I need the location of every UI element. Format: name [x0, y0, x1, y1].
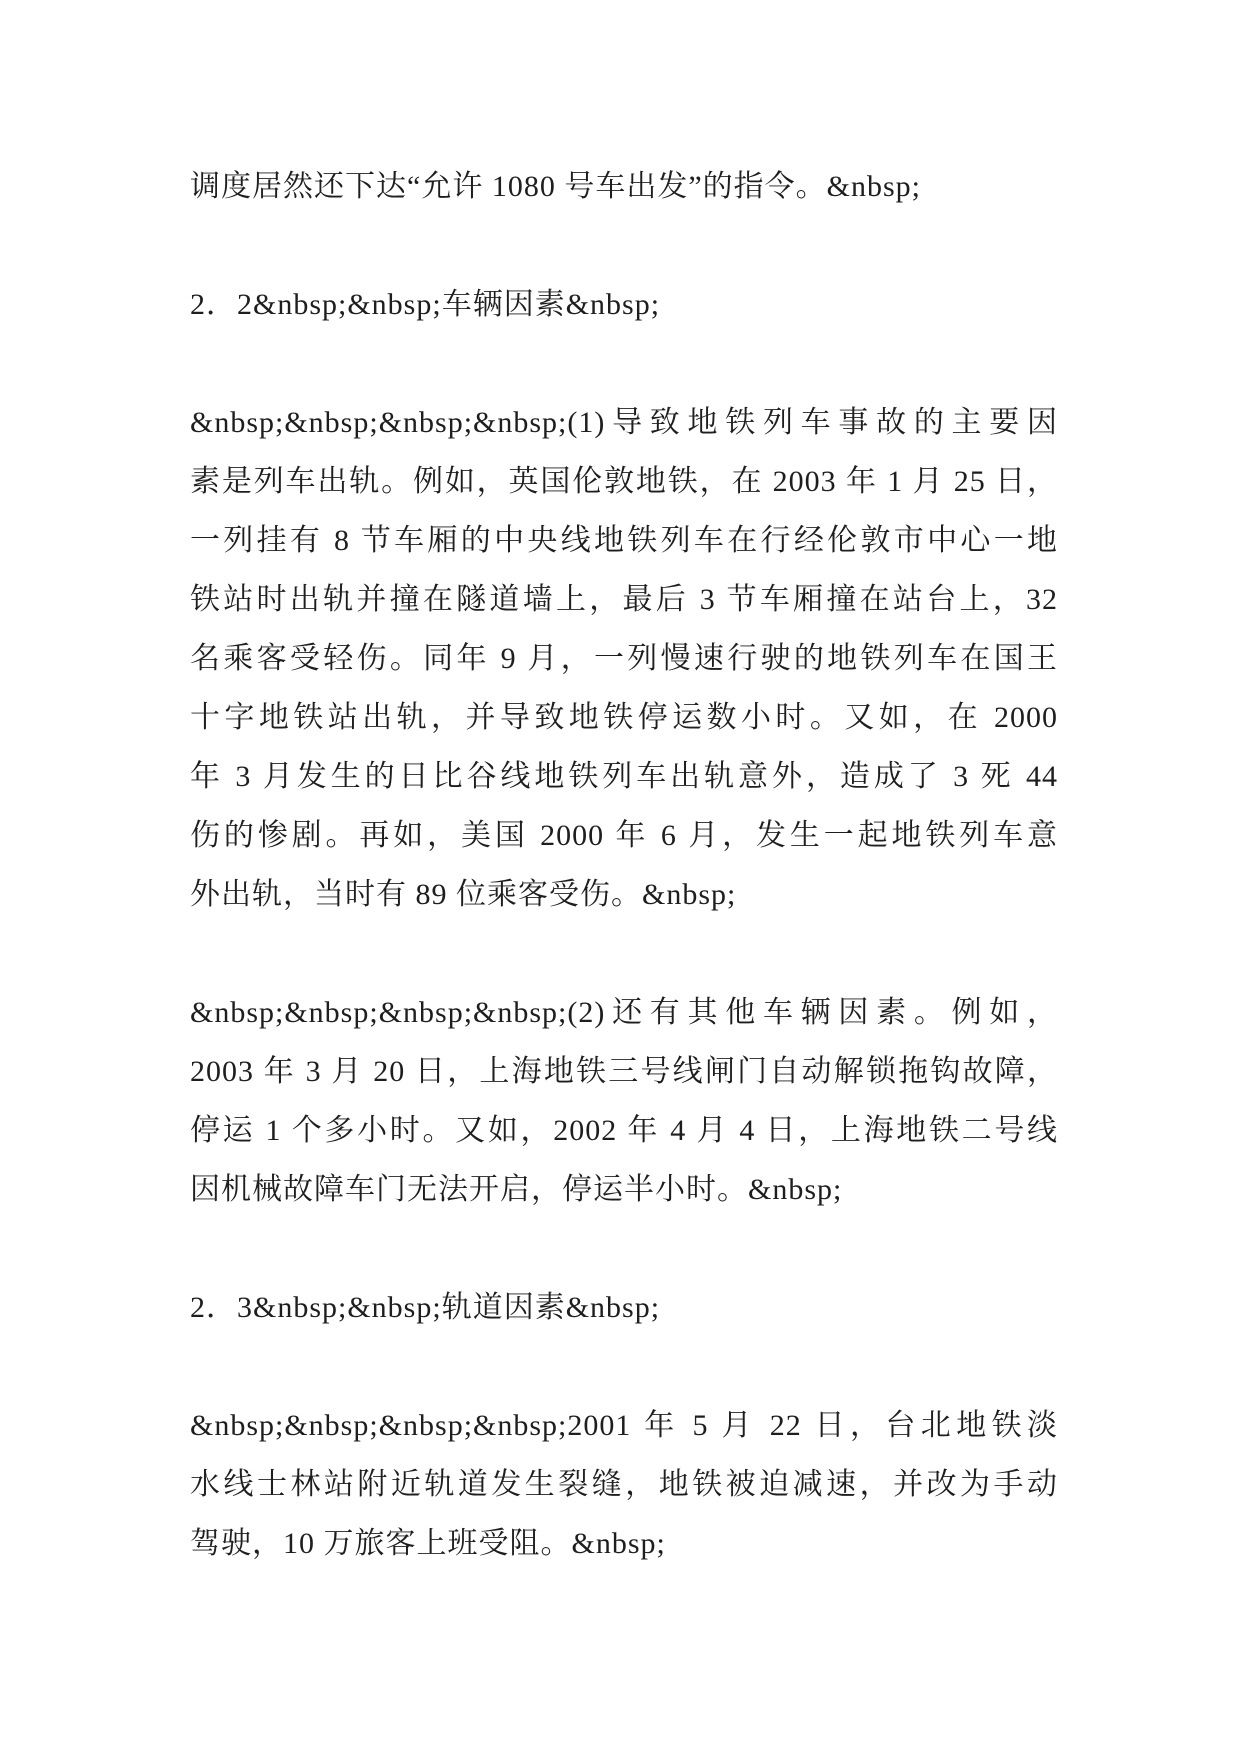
- section-heading: 2．3&nbsp;&nbsp;轨道因素&nbsp;: [190, 1291, 661, 1324]
- section-heading: 2．2&nbsp;&nbsp;车辆因素&nbsp;: [190, 288, 661, 321]
- text-line: 外出轨，当时有 89 位乘客受伤。&nbsp;: [190, 878, 737, 911]
- text-line: 铁站时出轨并撞在隧道墙上，最后 3 节车厢撞在站台上，32: [190, 583, 1058, 616]
- paragraph-other-vehicle-factors: [190, 983, 1058, 1219]
- text-line: 停运 1 个多小时。又如，2002 年 4 月 4 日，上海地铁二号线: [190, 1114, 1058, 1147]
- text-line: 驾驶，10 万旅客上班受阻。&nbsp;: [190, 1527, 666, 1560]
- section-heading-2-3: [190, 1278, 1058, 1337]
- text-line: 调度居然还下达“允许 1080 号车出发”的指令。&nbsp;: [190, 170, 921, 203]
- text-line: &nbsp;&nbsp;&nbsp;&nbsp;(2)还有其他车辆因素。例如，: [190, 996, 1058, 1029]
- text-line: 水线士林站附近轨道发生裂缝，地铁被迫减速，并改为手动: [190, 1468, 1058, 1501]
- text-line: 素是列车出轨。例如，英国伦敦地铁，在 2003 年 1 月 25 日，: [190, 465, 1058, 498]
- text-line: 2003 年 3 月 20 日，上海地铁三号线闸门自动解锁拖钩故障，: [190, 1055, 1058, 1088]
- paragraph-track-factors: [190, 1396, 1058, 1573]
- paragraph-vehicle-derailment: [190, 393, 1058, 924]
- text-line: 十字地铁站出轨，并导致地铁停运数小时。又如，在 2000: [190, 701, 1058, 734]
- text-line: 年 3 月发生的日比谷线地铁列车出轨意外，造成了 3 死 44: [190, 760, 1058, 793]
- text-line: &nbsp;&nbsp;&nbsp;&nbsp;2001 年 5 月 22 日，台北地铁淡: [190, 1409, 1058, 1442]
- text-line: &nbsp;&nbsp;&nbsp;&nbsp;(1)导致地铁列车事故的主要因: [190, 406, 1058, 439]
- text-line: 因机械故障车门无法开启，停运半小时。&nbsp;: [190, 1173, 843, 1206]
- text-line: 名乘客受轻伤。同年 9 月，一列慢速行驶的地铁列车在国王: [190, 642, 1058, 675]
- text-line: 一列挂有 8 节车厢的中央线地铁列车在行经伦敦市中心一地: [190, 524, 1058, 557]
- document-page: [190, 157, 1058, 1573]
- section-heading-2-2: [190, 275, 1058, 334]
- text-line: 伤的惨剧。再如，美国 2000 年 6 月，发生一起地铁列车意: [190, 819, 1058, 852]
- paragraph-continued: [190, 157, 1058, 216]
